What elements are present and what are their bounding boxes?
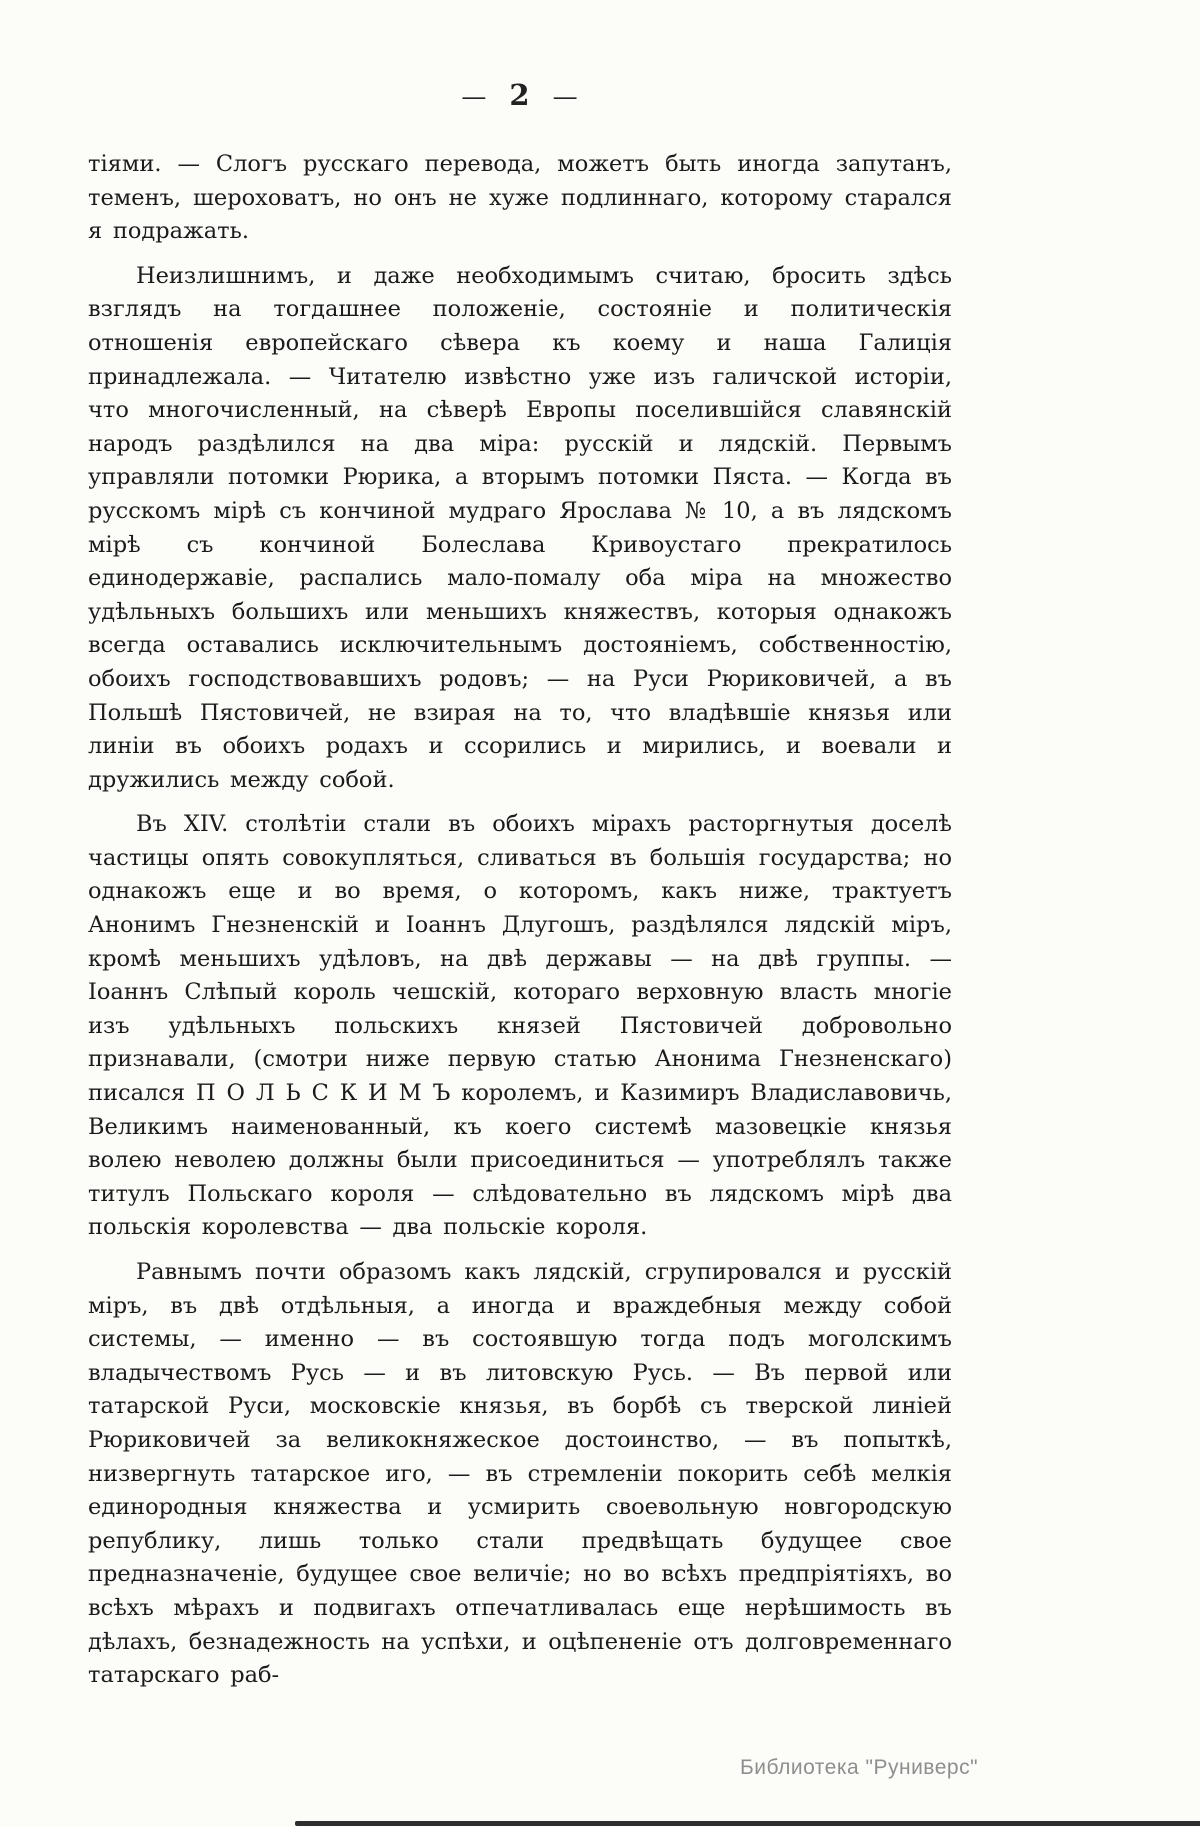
header-dash-left: —	[461, 82, 488, 111]
page-number: 2	[509, 78, 531, 112]
paragraph-continuation: тіями. — Слогъ русскаго перевода, можетъ быть иногда запутанъ, теменъ, шероховатъ, но онъ не хуже подлиннаго, которому старался я подражать.	[88, 151, 952, 245]
scan-edge-line	[295, 1821, 1200, 1826]
header-dash-right: —	[552, 82, 579, 111]
text-block	[88, 148, 952, 1704]
page-header	[88, 78, 952, 112]
paragraph: Въ XIV. столѣтіи стали въ обоихъ мірахъ расторгнутыя доселѣ частицы опять совокупляться, сливаться въ большія государства; но однакожъ еще и во время, о которомъ, какъ ниже, трактуетъ Анонимъ Гнезненскій и Іоаннъ Длугошъ, раздѣлялся лядскій міръ, кромѣ меньшихъ удѣловъ, на двѣ державы — на двѣ группы. — Іоаннъ Слѣпый король чешскій, котораго верховную власть многіе изъ удѣльныхъ польскихъ князей Пястовичей добровольно признавали, (смотри ниже первую статью Анонима Гнезненскаго) писался П О Л Ь С К И М Ъ королемъ, и Казимиръ Владиславовичь, Великимъ наименованный, къ коего системѣ мазовецкіе князья волею неволею должны были присоединиться — употреблялъ также титулъ Польскаго короля — слѣдовательно въ лядскомъ мірѣ два польскія королевства — два польскіе короля.	[88, 811, 952, 1241]
paragraph: Равнымъ почти образомъ какъ лядскій, сгрупировался и русскій міръ, въ двѣ отдѣльныя, а иногда и враждебныя между собой системы, — именно — въ состоявшую тогда подъ моголскимъ владычествомъ Русь — и въ литовскую Русь. — Въ первой или татарской Руси, московскіе князья, въ борбѣ съ тверской линіей Рюриковичей за великокняжеское достоинство, — въ попыткѣ, низвергнуть татарское иго, — въ стремленіи покорить себѣ мелкія единородныя княжества и усмирить своевольную новгородскую републику, лишь только стали предвѣщать будущее свое предназначеніе, будущее свое величіе; но во всѣхъ предпріятіяхъ, во всѣхъ мѣрахъ и подвигахъ отпечатливалась еще нерѣшимость въ дѣлахъ, безнадежность на успѣхи, и оцѣпененіе отъ долговременнаго татарскаго раб-	[88, 1259, 952, 1689]
paragraph: Неизлишнимъ, и даже необходимымъ считаю, бросить здѣсь взглядъ на тогдашнее положеніе, состояніе и политическія отношенія европейскаго сѣвера къ коему и наша Галиція принадлежала. — Читателю извѣстно уже изъ галичской исторіи, что многочисленный, на сѣверѣ Европы поселившійся славянскій народъ раздѣлился на два міра: русскій и лядскій. Первымъ управляли потомки Рюрика, а вторымъ потомки Пяста. — Когда въ русскомъ мірѣ съ кончиной мудраго Ярослава № 10, а въ лядскомъ мірѣ съ кончиной Болеслава Кривоустаго прекратилось единодержавіе, распались мало-помалу оба міра на множество удѣльныхъ большихъ или меньшихъ княжествъ, которыя однакожъ всегда оставались исключительнымъ достояніемъ, собственностію, обоихъ господствовавшихъ родовъ; — на Руси Рюриковичей, а въ Польшѣ Пястовичей, не взирая на то, что владѣвшіе князья или линіи въ обоихъ родахъ и ссорились и мирились, и воевали и дружились между собой.	[88, 262, 952, 793]
library-watermark: Библиотека "Руниверс"	[740, 1756, 979, 1779]
